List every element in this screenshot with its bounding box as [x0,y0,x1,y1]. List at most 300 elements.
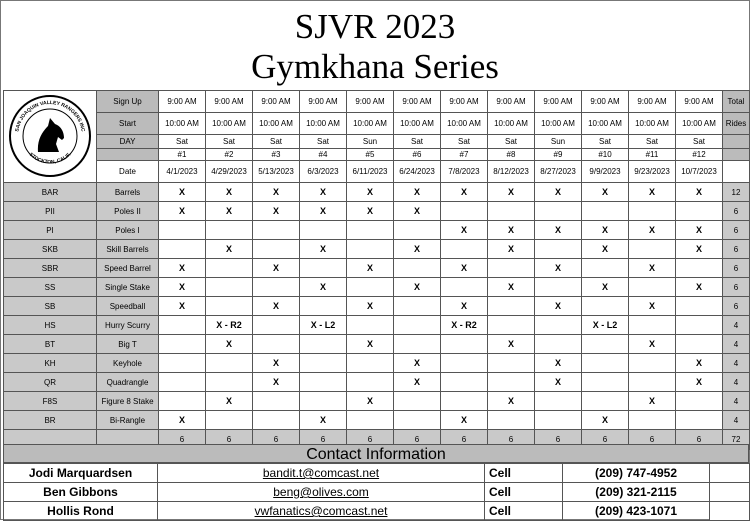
column-total: 6 [676,430,723,450]
event-row [4,278,750,297]
event-mark [582,335,629,354]
grand-total: 72 [723,430,750,450]
event-mark [394,297,441,316]
signup-time: 9:00 AM [488,91,535,113]
event-mark: X [206,392,253,411]
event-mark [347,221,394,240]
event-rides: 6 [723,202,750,221]
event-mark [347,316,394,335]
event-row [4,335,750,354]
event-name: Speed Barrel [97,259,159,278]
event-mark [300,221,347,240]
event-number: #5 [347,149,394,161]
signup-time: 9:00 AM [300,91,347,113]
event-code: KH [4,354,97,373]
event-mark [159,240,206,259]
event-mark [441,392,488,411]
start-time: 10:00 AM [676,113,723,135]
event-mark [347,411,394,430]
event-rides: 6 [723,259,750,278]
day-cell: Sat [394,135,441,149]
contact-phone: (209) 423-1071 [563,502,710,521]
event-mark: X [347,202,394,221]
event-mark [535,278,582,297]
contact-blank [710,464,750,483]
event-mark [535,202,582,221]
contact-email[interactable]: beng@olives.com [158,483,485,502]
event-name: Skill Barrels [97,240,159,259]
column-total: 6 [394,430,441,450]
event-mark: X [394,202,441,221]
event-mark: X [676,240,723,259]
event-mark: X [582,183,629,202]
event-mark: X [535,183,582,202]
day-cell: Sun [535,135,582,149]
event-date: 9/9/2023 [582,161,629,183]
day-cell: Sat [206,135,253,149]
start-time: 10:00 AM [253,113,300,135]
event-number: #1 [159,149,206,161]
contact-email[interactable]: bandit.t@comcast.net [158,464,485,483]
event-number: #10 [582,149,629,161]
event-code: HS [4,316,97,335]
event-mark: X [629,259,676,278]
event-code: SS [4,278,97,297]
event-row [4,392,750,411]
event-date: 8/27/2023 [535,161,582,183]
event-mark: X [488,221,535,240]
event-mark [347,373,394,392]
svg-text:STOCKTON, CALIF. [28,151,73,165]
event-mark [300,354,347,373]
event-mark [535,240,582,259]
signup-time: 9:00 AM [394,91,441,113]
event-number: #9 [535,149,582,161]
header-blank [723,135,750,149]
event-mark: X [159,202,206,221]
event-mark: X [347,297,394,316]
event-rides: 4 [723,411,750,430]
event-mark [394,259,441,278]
day-cell: Sat [159,135,206,149]
event-mark [441,278,488,297]
event-mark [300,259,347,278]
event-mark [441,335,488,354]
event-mark [347,240,394,259]
event-mark [394,316,441,335]
event-date: 4/1/2023 [159,161,206,183]
contacts-table [3,463,750,521]
event-mark [206,354,253,373]
day-cell: Sat [253,135,300,149]
event-mark [253,316,300,335]
event-mark: X [676,354,723,373]
event-mark: X [676,183,723,202]
event-row [4,373,750,392]
header-blank [723,149,750,161]
column-total: 6 [253,430,300,450]
event-row [4,411,750,430]
day-cell: Sat [676,135,723,149]
signup-time: 9:00 AM [159,91,206,113]
rides-header: Rides [723,113,750,135]
event-row [4,259,750,278]
event-date: 8/12/2023 [488,161,535,183]
event-mark [441,240,488,259]
event-mark: X [394,183,441,202]
event-mark [300,392,347,411]
event-mark [488,259,535,278]
event-mark: X [488,335,535,354]
logo-text-top: SAN JOAQUIN VALLEY RANGERS INC [14,99,86,132]
signup-time: 9:00 AM [206,91,253,113]
event-mark [253,335,300,354]
signup-time: 9:00 AM [441,91,488,113]
event-rides: 4 [723,392,750,411]
event-mark [676,297,723,316]
number-row [4,149,750,161]
start-row [4,113,750,135]
event-mark: X [159,183,206,202]
start-time: 10:00 AM [206,113,253,135]
event-mark [535,316,582,335]
day-cell: Sat [629,135,676,149]
row-label-blank [97,149,159,161]
column-total: 6 [441,430,488,450]
event-number: #8 [488,149,535,161]
contact-phone: (209) 321-2115 [563,483,710,502]
column-total: 6 [159,430,206,450]
signup-row [4,91,750,113]
event-mark: X [394,373,441,392]
event-row [4,183,750,202]
event-mark [488,297,535,316]
event-row [4,240,750,259]
event-mark: X [441,297,488,316]
event-date: 10/7/2023 [676,161,723,183]
event-mark: X [488,240,535,259]
event-mark [253,411,300,430]
event-code: BR [4,411,97,430]
event-mark: X [300,411,347,430]
event-mark: X [159,297,206,316]
event-mark: X [535,354,582,373]
event-mark [629,278,676,297]
event-code: SBR [4,259,97,278]
event-mark: X [582,240,629,259]
row-label-date: Date [97,161,159,183]
signup-time: 9:00 AM [676,91,723,113]
event-mark: X [206,183,253,202]
event-mark [629,202,676,221]
event-mark: X [253,297,300,316]
start-time: 10:00 AM [394,113,441,135]
event-mark [676,335,723,354]
contact-row [4,502,750,521]
event-mark: X [300,202,347,221]
event-mark: X [253,259,300,278]
row-label-day: DAY [97,135,159,149]
event-mark: X [535,259,582,278]
event-mark [488,373,535,392]
event-mark [159,392,206,411]
event-mark: X [394,354,441,373]
event-mark: X [488,278,535,297]
event-number: #3 [253,149,300,161]
event-mark [629,411,676,430]
event-mark: X [394,278,441,297]
event-mark [300,297,347,316]
event-mark [441,373,488,392]
event-mark: X [253,183,300,202]
event-mark: X [582,278,629,297]
event-date: 5/13/2023 [253,161,300,183]
start-time: 10:00 AM [535,113,582,135]
event-row [4,354,750,373]
contact-blank [710,483,750,502]
start-time: 10:00 AM [441,113,488,135]
club-logo [4,91,97,183]
event-mark: X [488,392,535,411]
event-mark [300,335,347,354]
event-name: Poles I [97,221,159,240]
schedule-table [3,90,750,450]
event-mark: X [629,335,676,354]
horse-logo-icon [6,92,94,180]
event-mark [347,354,394,373]
event-mark [676,202,723,221]
event-date: 6/3/2023 [300,161,347,183]
event-mark: X [488,183,535,202]
column-total: 6 [300,430,347,450]
contact-name: Jodi Marquardsen [4,464,158,483]
contact-row [4,483,750,502]
event-mark [347,278,394,297]
contact-name: Ben Gibbons [4,483,158,502]
date-row [4,161,750,183]
row-label-start: Start [97,113,159,135]
event-mark: X [441,221,488,240]
contact-phone: (209) 747-4952 [563,464,710,483]
contact-name: Hollis Rond [4,502,158,521]
event-mark: X [206,335,253,354]
event-code: SB [4,297,97,316]
contact-email[interactable]: vwfanatics@comcast.net [158,502,485,521]
event-code: PII [4,202,97,221]
event-name: Bi-Rangle [97,411,159,430]
event-name: Single Stake [97,278,159,297]
event-mark [582,202,629,221]
event-mark: X [347,183,394,202]
day-cell: Sat [488,135,535,149]
event-mark [394,392,441,411]
event-mark: X - L2 [582,316,629,335]
event-name: Big T [97,335,159,354]
event-mark [488,354,535,373]
event-mark: X - L2 [300,316,347,335]
event-mark [582,373,629,392]
event-mark [441,354,488,373]
event-mark [488,411,535,430]
event-mark: X [676,373,723,392]
event-name: Hurry Scurry [97,316,159,335]
event-mark [582,354,629,373]
event-rides: 4 [723,354,750,373]
event-mark [206,297,253,316]
event-number: #2 [206,149,253,161]
day-cell: Sat [582,135,629,149]
event-mark [535,411,582,430]
event-mark: X [300,278,347,297]
event-mark [206,278,253,297]
column-total: 6 [488,430,535,450]
event-mark [253,392,300,411]
event-mark: X [676,278,723,297]
event-mark [206,411,253,430]
event-row [4,316,750,335]
event-name: Quadrangle [97,373,159,392]
event-mark [206,373,253,392]
contact-blank [710,502,750,521]
event-code: SKB [4,240,97,259]
event-name: Speedball [97,297,159,316]
signup-time: 9:00 AM [629,91,676,113]
day-cell: Sat [300,135,347,149]
event-number: #6 [394,149,441,161]
event-row [4,297,750,316]
event-mark [159,373,206,392]
event-mark: X [441,183,488,202]
event-mark [629,240,676,259]
event-name: Keyhole [97,354,159,373]
event-mark: X [206,202,253,221]
event-mark: X [159,259,206,278]
event-row [4,221,750,240]
event-mark [629,354,676,373]
event-rides: 12 [723,183,750,202]
event-date: 6/11/2023 [347,161,394,183]
event-mark [159,221,206,240]
title-line-1: SJVR 2023 [294,7,456,46]
event-rides: 4 [723,335,750,354]
event-mark [253,240,300,259]
event-mark [206,221,253,240]
event-mark [441,202,488,221]
event-rides: 6 [723,297,750,316]
event-mark [394,335,441,354]
event-row [4,202,750,221]
event-mark [582,297,629,316]
event-mark [488,316,535,335]
event-mark: X [253,354,300,373]
event-code: BT [4,335,97,354]
event-mark [582,259,629,278]
event-number: #7 [441,149,488,161]
start-time: 10:00 AM [347,113,394,135]
total-header: Total [723,91,750,113]
event-mark: X [253,202,300,221]
event-mark [394,411,441,430]
event-rides: 6 [723,278,750,297]
column-total: 6 [347,430,394,450]
event-mark: X [347,392,394,411]
event-rides: 6 [723,221,750,240]
event-mark: X [300,183,347,202]
event-mark: X [582,221,629,240]
event-mark: X [629,392,676,411]
event-number: #11 [629,149,676,161]
event-number: #12 [676,149,723,161]
event-mark [676,316,723,335]
event-mark: X [535,221,582,240]
event-mark: X - R2 [441,316,488,335]
event-mark: X [394,240,441,259]
event-mark: X [582,411,629,430]
event-mark: X [535,297,582,316]
day-cell: Sat [441,135,488,149]
event-date: 7/8/2023 [441,161,488,183]
event-name: Figure 8 Stake [97,392,159,411]
event-mark [488,202,535,221]
event-rides: 4 [723,316,750,335]
event-mark [300,373,347,392]
event-mark [535,335,582,354]
event-mark [629,373,676,392]
event-mark: X [629,297,676,316]
event-mark: X [347,335,394,354]
event-mark: X [535,373,582,392]
signup-time: 9:00 AM [535,91,582,113]
event-code: QR [4,373,97,392]
event-date: 4/29/2023 [206,161,253,183]
event-code: PI [4,221,97,240]
signup-time: 9:00 AM [347,91,394,113]
date-blank [723,161,750,183]
event-mark: X [629,221,676,240]
event-mark [535,392,582,411]
event-date: 6/24/2023 [394,161,441,183]
event-mark [159,316,206,335]
column-total: 6 [206,430,253,450]
event-mark [394,221,441,240]
event-mark: X [347,259,394,278]
event-name: Barrels [97,183,159,202]
column-total: 6 [582,430,629,450]
event-mark: X [159,411,206,430]
start-time: 10:00 AM [488,113,535,135]
day-cell: Sun [347,135,394,149]
event-mark [676,259,723,278]
event-name: Poles II [97,202,159,221]
contact-row [4,464,750,483]
event-mark [629,316,676,335]
signup-time: 9:00 AM [582,91,629,113]
event-mark [206,259,253,278]
event-mark [159,354,206,373]
column-total: 6 [535,430,582,450]
event-mark [253,278,300,297]
event-mark: X [159,278,206,297]
event-mark: X [676,221,723,240]
event-code: BAR [4,183,97,202]
start-time: 10:00 AM [300,113,347,135]
event-mark: X [300,240,347,259]
contact-heading: Contact Information [3,444,749,463]
event-mark: X [206,240,253,259]
logo-text-bottom: STOCKTON, CALIF. [27,151,73,165]
start-time: 10:00 AM [582,113,629,135]
event-mark [676,411,723,430]
